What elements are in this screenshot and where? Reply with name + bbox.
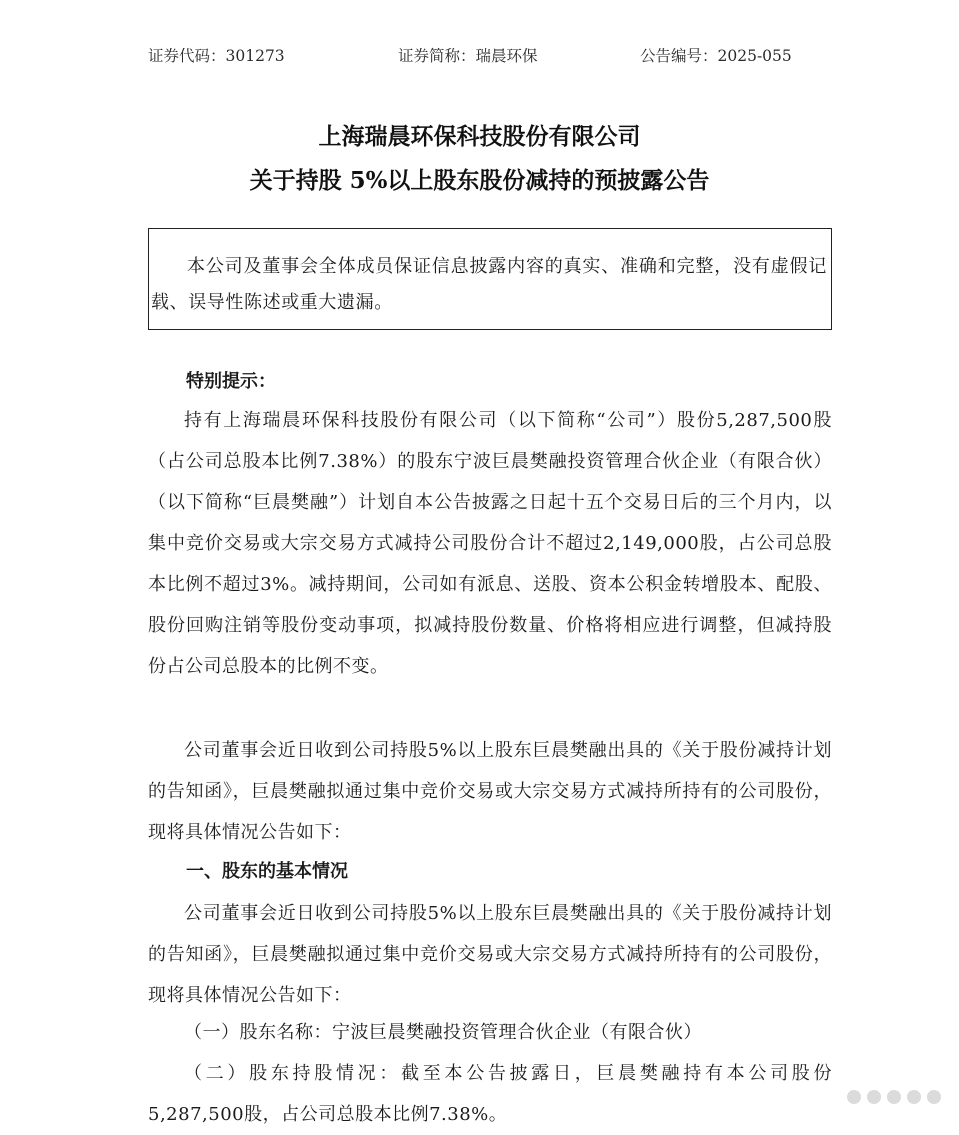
- shareholding-item: （二）股东持股情况：截至本公告披露日，巨晨樊融持有本公司股份5,287,500股，占公司总股本比例7.38%。: [148, 1063, 832, 1125]
- pager-dot: [887, 1090, 901, 1104]
- pager-dot: [867, 1090, 881, 1104]
- image-pager-dots: [821, 1086, 941, 1108]
- special-tips-paragraph: 持有上海瑞晨环保科技股份有限公司（以下简称“公司”）股份5,287,500股（占公司总股本比例7.38%）的股东宁波巨晨樊融投资管理合伙企业（有限合伙）（以下简称“巨晨樊融”）计划自本公告披露之日起十五个交易日后的三个月内，以集中竞价交易或大宗交易方式减持公司股份合计不超过2,149,000股，占公司总股本比例不超过3%。减持期间，公司如有派息、送股、资本公积金转增股本、配股、股份回购注销等股份变动事项，拟减持股份数量、价格将相应进行调整，但减持股份占公司总股本的比例不变。: [148, 410, 832, 677]
- stock-code: 证券代码：301273: [148, 47, 285, 65]
- pager-dot: [907, 1090, 921, 1104]
- company-title: 上海瑞晨环保科技股份有限公司: [318, 123, 641, 150]
- stock-abbreviation: 证券简称：瑞晨环保: [398, 47, 538, 65]
- section-1-heading: 一、股东的基本情况: [186, 861, 348, 882]
- announcement-number: 公告编号：2025-055: [640, 47, 792, 65]
- intro-paragraph: 公司董事会近日收到公司持股5%以上股东巨晨樊融出具的《关于股份减持计划的告知函》，巨晨樊融拟通过集中竞价交易或大宗交易方式减持所持有的公司股份，现将具体情况公告如下：: [148, 740, 832, 843]
- announcement-title: 关于持股 5%以上股东股份减持的预披露公告: [249, 167, 710, 194]
- shareholder-name-item: （一）股东名称：宁波巨晨樊融投资管理合伙企业（有限合伙）: [184, 1022, 702, 1043]
- section-1-paragraph: 公司董事会近日收到公司持股5%以上股东巨晨樊融出具的《关于股份减持计划的告知函》，巨晨樊融拟通过集中竞价交易或大宗交易方式减持所持有的公司股份，现将具体情况公告如下：: [148, 903, 832, 1006]
- special-tips-heading: 特别提示：: [186, 371, 276, 392]
- pager-dot: [927, 1090, 941, 1104]
- disclosure-statement-text: 本公司及董事会全体成员保证信息披露内容的真实、准确和完整，没有虚假记载、误导性陈述或重大遗漏。: [151, 256, 827, 313]
- disclosure-statement-box: [148, 228, 832, 330]
- pager-dot: [847, 1090, 861, 1104]
